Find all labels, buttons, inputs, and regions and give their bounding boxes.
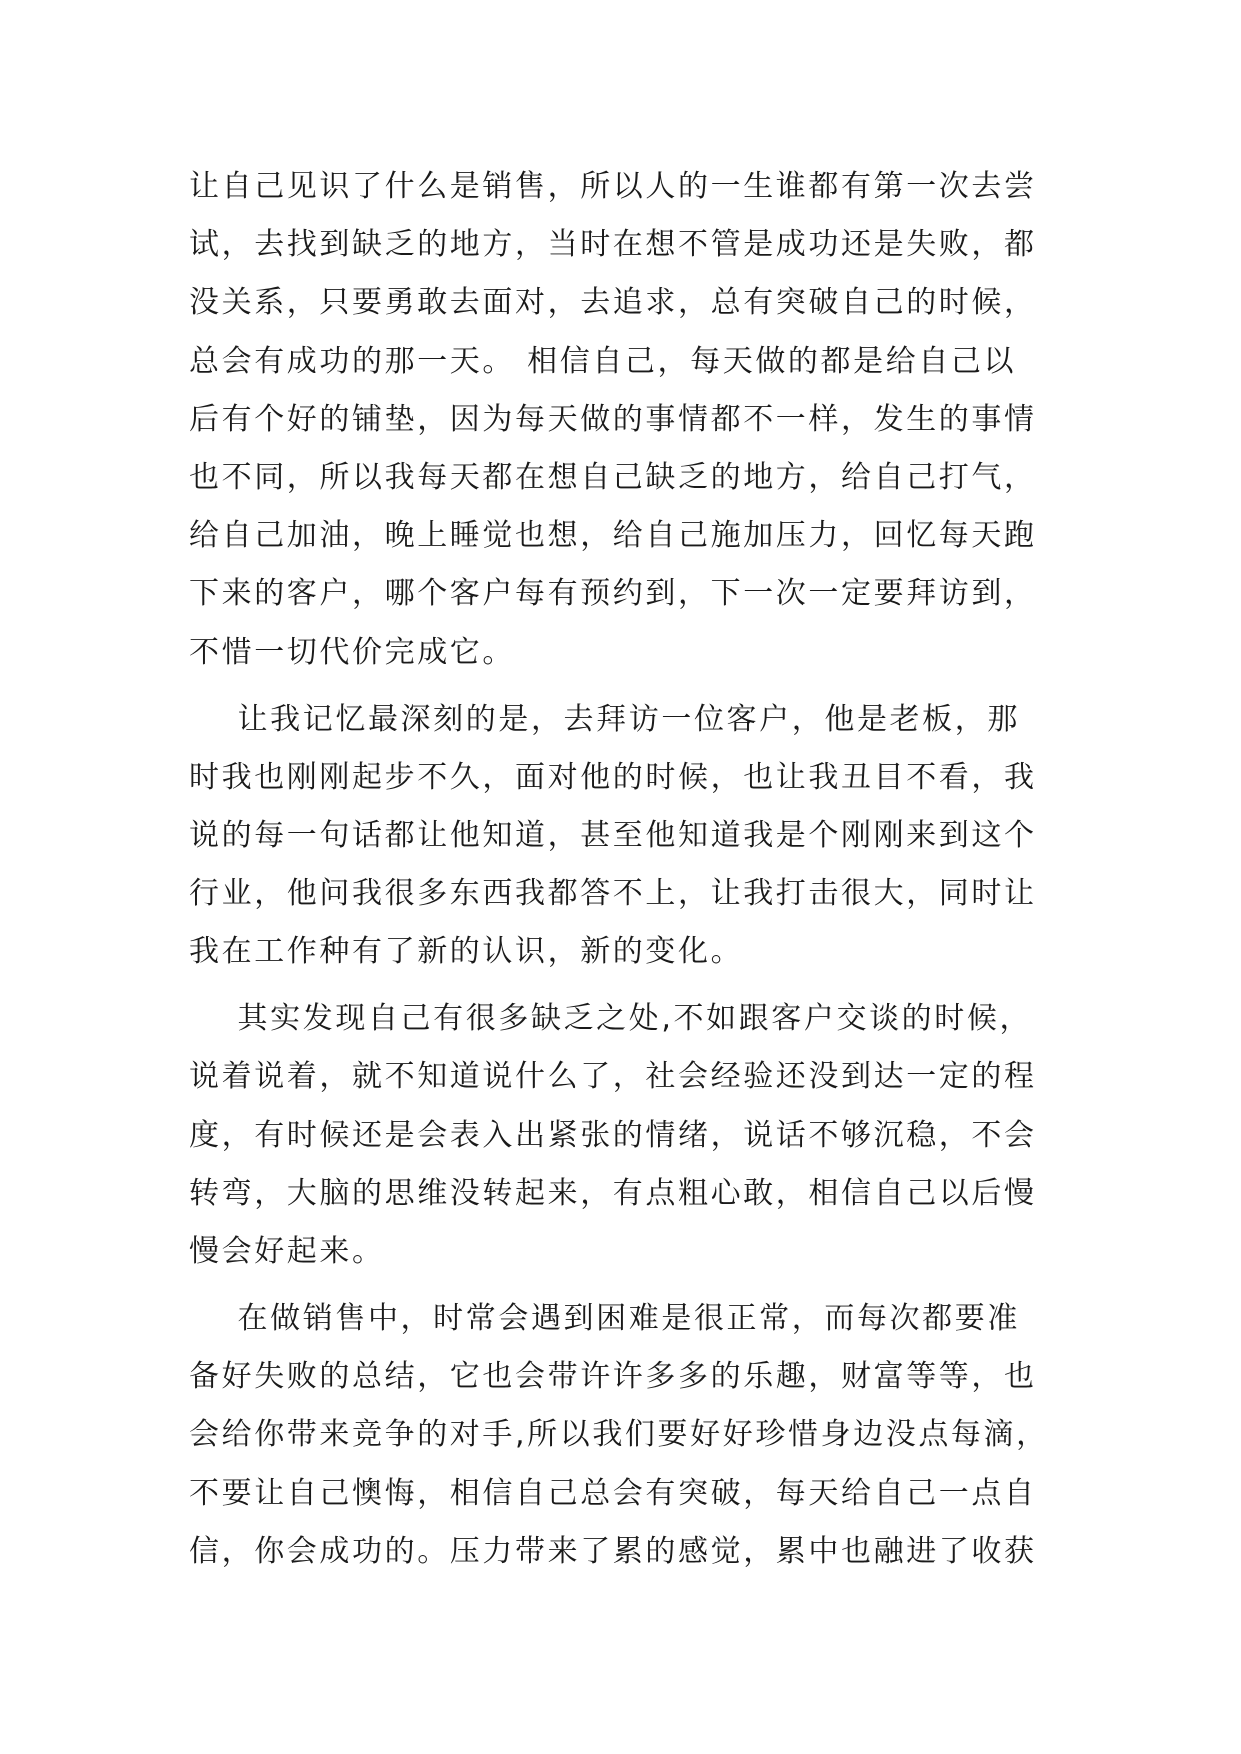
text-line: 没关系，只要勇敢去面对，去追求，总有突破自己的时候，	[189, 285, 1037, 321]
text-line: 行业，他问我很多东西我都答不上，让我打击很大，同时让	[189, 876, 1037, 912]
text-line: 不要让自己懊悔，相信自己总会有突破，每天给自己一点自	[189, 1475, 1037, 1511]
paragraph-first-line: 其实发现自己有很多缺乏之处,不如跟客户交谈的时候，	[189, 1001, 1033, 1037]
text-line: 试，去找到缺乏的地方，当时在想不管是成功还是失败，都	[189, 227, 1037, 263]
text-line: 说着说着，就不知道说什么了，社会经验还没到达一定的程	[189, 1059, 1037, 1095]
text-line: 下来的客户，哪个客户每有预约到，下一次一定要拜访到，	[189, 576, 1037, 612]
text-line: 信，你会成功的。压力带来了累的感觉，累中也融进了收获	[189, 1533, 1037, 1569]
text-line: 转弯，大脑的思维没转起来，有点粗心敢，相信自己以后慢	[189, 1175, 1037, 1211]
paragraph-first-line: 在做销售中，时常会遇到困难是很正常，而每次都要准	[189, 1301, 1020, 1337]
text-line: 不惜一切代价完成它。	[189, 634, 515, 670]
body-text	[189, 158, 1069, 1581]
text-line: 总会有成功的那一天。 相信自己，每天做的都是给自己以	[189, 343, 1017, 379]
text-line: 也不同，所以我每天都在想自己缺乏的地方，给自己打气，	[189, 459, 1037, 495]
text-line: 时我也刚刚起步不久，面对他的时候，也让我丑目不看，我	[189, 759, 1037, 795]
text-line: 备好失败的总结，它也会带许许多多的乐趣，财富等等，也	[189, 1359, 1037, 1395]
text-line: 我在工作种有了新的认识，新的变化。	[189, 934, 744, 970]
text-line: 度，有时候还是会表入出紧张的情绪，说话不够沉稳，不会	[189, 1117, 1037, 1153]
text-line: 会给你带来竞争的对手,所以我们要好好珍惜身边没点每滴，	[189, 1417, 1049, 1453]
paragraph-first-line: 让我记忆最深刻的是，去拜访一位客户，他是老板，那	[189, 701, 1020, 737]
text-line: 慢会好起来。	[189, 1234, 385, 1269]
text-line: 给自己加油，晚上睡觉也想，给自己施加压力，回忆每天跑	[189, 518, 1037, 554]
text-line: 说的每一句话都让他知道，甚至他知道我是个刚刚来到这个	[189, 817, 1037, 853]
text-line: 后有个好的铺垫，因为每天做的事情都不一样，发生的事情	[189, 401, 1037, 437]
text-line: 让自己见识了什么是销售，所以人的一生谁都有第一次去尝	[189, 169, 1037, 204]
